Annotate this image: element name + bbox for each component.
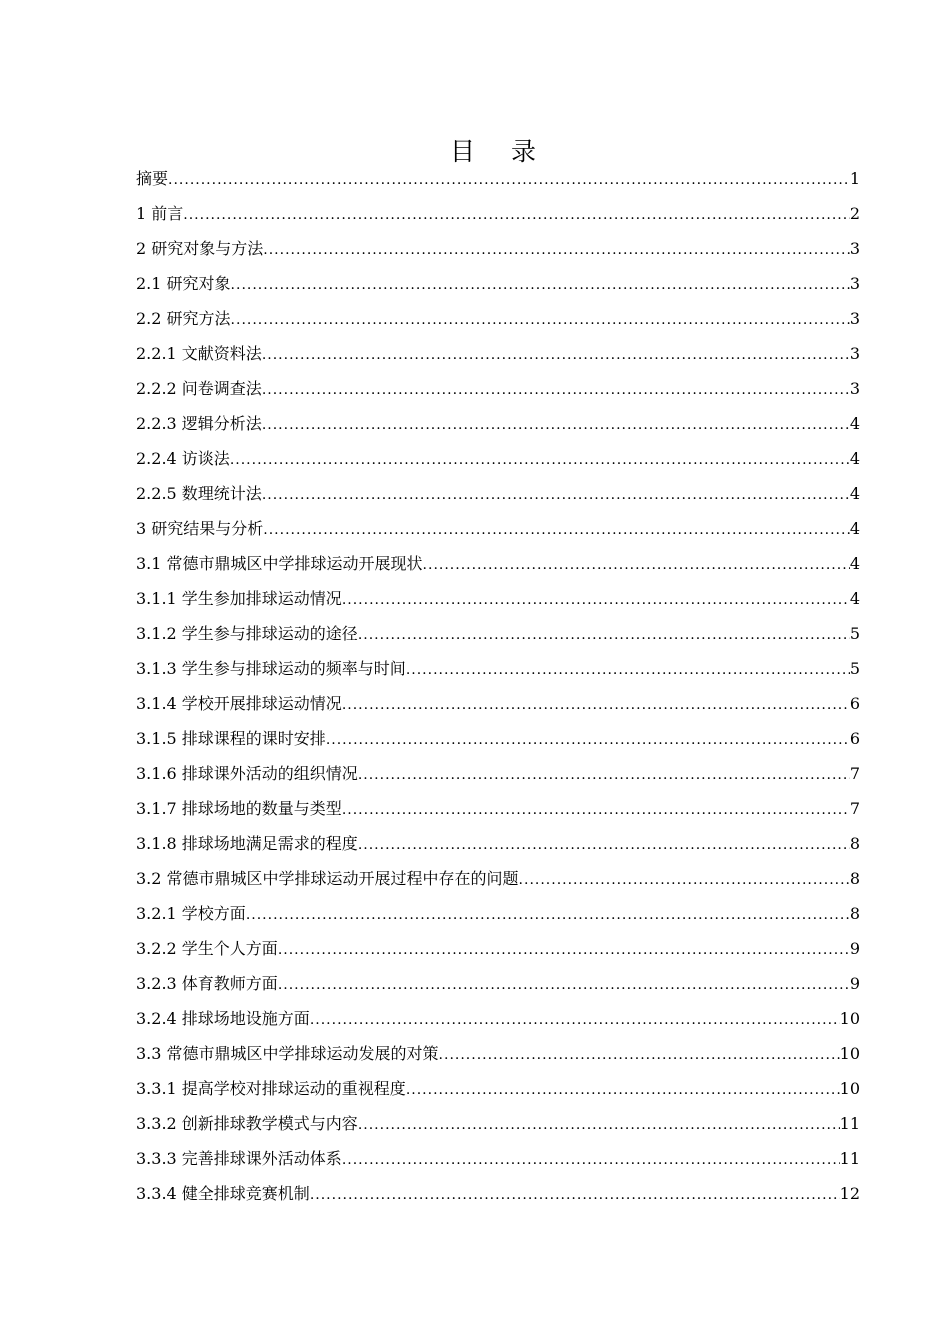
toc-entry-label: 3.2.2 学生个人方面: [136, 939, 278, 958]
toc-entry[interactable]: [136, 826, 860, 861]
toc-entry-page: 5: [849, 659, 860, 678]
toc-leader-dots: [262, 408, 850, 443]
toc-leader-dots: [278, 968, 850, 1003]
toc-entry-page: 8: [849, 834, 860, 853]
toc-entry[interactable]: [136, 581, 860, 616]
toc-entry-page: 10: [839, 1079, 860, 1098]
toc-entry[interactable]: [136, 931, 860, 966]
toc-entry-page: 11: [839, 1149, 860, 1168]
toc-entry-page: 10: [839, 1009, 860, 1028]
toc-entry-page: 6: [849, 694, 860, 713]
toc-leader-dots: [246, 898, 850, 933]
toc-entry-page: 7: [849, 799, 860, 818]
toc-entry-label: 1 前言: [136, 204, 184, 223]
toc-entry-label: 3.2 常德市鼎城区中学排球运动开展过程中存在的问题: [136, 869, 519, 888]
toc-entry-label: 3.1.2 学生参与排球运动的途径: [136, 624, 358, 643]
toc-entry-page: 4: [849, 484, 860, 503]
toc-entry[interactable]: [136, 301, 860, 336]
toc-entry-label: 3 研究结果与分析: [136, 519, 264, 538]
toc-leader-dots: [342, 1143, 840, 1178]
toc-leader-dots: [342, 688, 850, 723]
toc-entry-label: 2.2.4 访谈法: [136, 449, 230, 468]
toc-entry-label: 3.3.2 创新排球教学模式与内容: [136, 1114, 358, 1133]
toc-entry[interactable]: [136, 511, 860, 546]
toc-list: [136, 161, 860, 1211]
toc-leader-dots: [358, 1108, 840, 1143]
toc-entry[interactable]: [136, 1106, 860, 1141]
toc-entry-label: 3.3.3 完善排球课外活动体系: [136, 1149, 342, 1168]
toc-entry[interactable]: [136, 546, 860, 581]
toc-entry[interactable]: [136, 161, 860, 196]
toc-leader-dots: [439, 1038, 840, 1073]
toc-entry-label: 3.1.4 学校开展排球运动情况: [136, 694, 342, 713]
toc-entry-page: 5: [849, 624, 860, 643]
toc-entry-label: 3.1.1 学生参加排球运动情况: [136, 589, 342, 608]
toc-entry[interactable]: [136, 196, 860, 231]
toc-entry[interactable]: [136, 861, 860, 896]
toc-entry-label: 3.1.6 排球课外活动的组织情况: [136, 764, 358, 783]
toc-entry-page: 3: [849, 344, 860, 363]
toc-leader-dots: [231, 303, 850, 338]
toc-entry-page: 9: [849, 939, 860, 958]
toc-entry-page: 4: [849, 554, 860, 573]
toc-entry[interactable]: [136, 406, 860, 441]
toc-leader-dots: [423, 548, 850, 583]
toc-entry[interactable]: [136, 1071, 860, 1106]
toc-entry[interactable]: [136, 266, 860, 301]
toc-entry[interactable]: [136, 756, 860, 791]
toc-entry-label: 3.2.4 排球场地设施方面: [136, 1009, 310, 1028]
toc-title: 目 录: [450, 137, 550, 166]
toc-entry-page: 1: [849, 169, 860, 188]
toc-entry[interactable]: [136, 1036, 860, 1071]
toc-entry-label: 2.2.2 问卷调查法: [136, 379, 262, 398]
toc-entry[interactable]: [136, 1141, 860, 1176]
toc-leader-dots: [278, 933, 850, 968]
toc-leader-dots: [358, 618, 850, 653]
toc-leader-dots: [183, 198, 850, 233]
toc-leader-dots: [230, 443, 850, 478]
toc-entry[interactable]: [136, 896, 860, 931]
toc-leader-dots: [310, 1178, 840, 1213]
toc-entry-page: 7: [849, 764, 860, 783]
toc-entry[interactable]: [136, 336, 860, 371]
toc-entry-label: 3.3.1 提高学校对排球运动的重视程度: [136, 1079, 406, 1098]
toc-entry-label: 3.1.5 排球课程的课时安排: [136, 729, 326, 748]
toc-entry-label: 2.2 研究方法: [136, 309, 231, 328]
toc-leader-dots: [358, 828, 850, 863]
toc-entry[interactable]: [136, 686, 860, 721]
toc-entry[interactable]: [136, 231, 860, 266]
toc-entry[interactable]: [136, 616, 860, 651]
toc-entry-page: 4: [849, 449, 860, 468]
toc-entry-label: 3.3 常德市鼎城区中学排球运动发展的对策: [136, 1044, 439, 1063]
toc-leader-dots: [263, 233, 850, 268]
toc-leader-dots: [310, 1003, 840, 1038]
toc-entry-page: 2: [849, 204, 860, 223]
toc-entry-page: 3: [849, 239, 860, 258]
toc-entry[interactable]: [136, 721, 860, 756]
toc-entry-page: 4: [849, 414, 860, 433]
toc-entry[interactable]: [136, 791, 860, 826]
toc-entry-page: 3: [849, 379, 860, 398]
toc-entry-label: 摘要: [136, 169, 169, 188]
toc-entry-label: 2.1 研究对象: [136, 274, 231, 293]
toc-leader-dots: [519, 863, 850, 898]
toc-entry-page: 8: [849, 869, 860, 888]
toc-entry-page: 3: [849, 274, 860, 293]
toc-leader-dots: [262, 478, 850, 513]
toc-entry-label: 2.2.5 数理统计法: [136, 484, 262, 503]
toc-leader-dots: [168, 163, 850, 198]
toc-entry-page: 4: [849, 519, 860, 538]
toc-leader-dots: [326, 723, 850, 758]
toc-entry[interactable]: [136, 371, 860, 406]
toc-entry-page: 6: [849, 729, 860, 748]
toc-entry-label: 3.1.7 排球场地的数量与类型: [136, 799, 342, 818]
toc-entry-page: 9: [849, 974, 860, 993]
toc-entry-page: 12: [839, 1184, 860, 1203]
toc-leader-dots: [358, 758, 850, 793]
toc-entry-label: 2 研究对象与方法: [136, 239, 264, 258]
toc-leader-dots: [263, 513, 850, 548]
toc-leader-dots: [342, 583, 850, 618]
toc-entry[interactable]: [136, 651, 860, 686]
toc-entry-label: 3.2.3 体育教师方面: [136, 974, 278, 993]
toc-entry-label: 3.1.8 排球场地满足需求的程度: [136, 834, 358, 853]
toc-entry-label: 3.2.1 学校方面: [136, 904, 246, 923]
toc-leader-dots: [406, 1073, 840, 1108]
toc-leader-dots: [262, 338, 850, 373]
toc-entry-page: 8: [849, 904, 860, 923]
toc-leader-dots: [342, 793, 850, 828]
toc-entry[interactable]: [136, 441, 860, 476]
toc-entry-label: 3.1.3 学生参与排球运动的频率与时间: [136, 659, 406, 678]
toc-entry-label: 2.2.3 逻辑分析法: [136, 414, 262, 433]
toc-entry-label: 2.2.1 文献资料法: [136, 344, 262, 363]
toc-entry-page: 10: [839, 1044, 860, 1063]
toc-entry-label: 3.3.4 健全排球竞赛机制: [136, 1184, 310, 1203]
toc-entry-page: 4: [849, 589, 860, 608]
toc-leader-dots: [231, 268, 850, 303]
toc-entry[interactable]: [136, 476, 860, 511]
toc-entry-page: 11: [839, 1114, 860, 1133]
toc-entry-label: 3.1 常德市鼎城区中学排球运动开展现状: [136, 554, 423, 573]
toc-entry[interactable]: [136, 966, 860, 1001]
toc-entry-page: 3: [849, 309, 860, 328]
toc-leader-dots: [262, 373, 850, 408]
toc-entry[interactable]: [136, 1176, 860, 1211]
toc-entry[interactable]: [136, 1001, 860, 1036]
toc-leader-dots: [406, 653, 850, 688]
